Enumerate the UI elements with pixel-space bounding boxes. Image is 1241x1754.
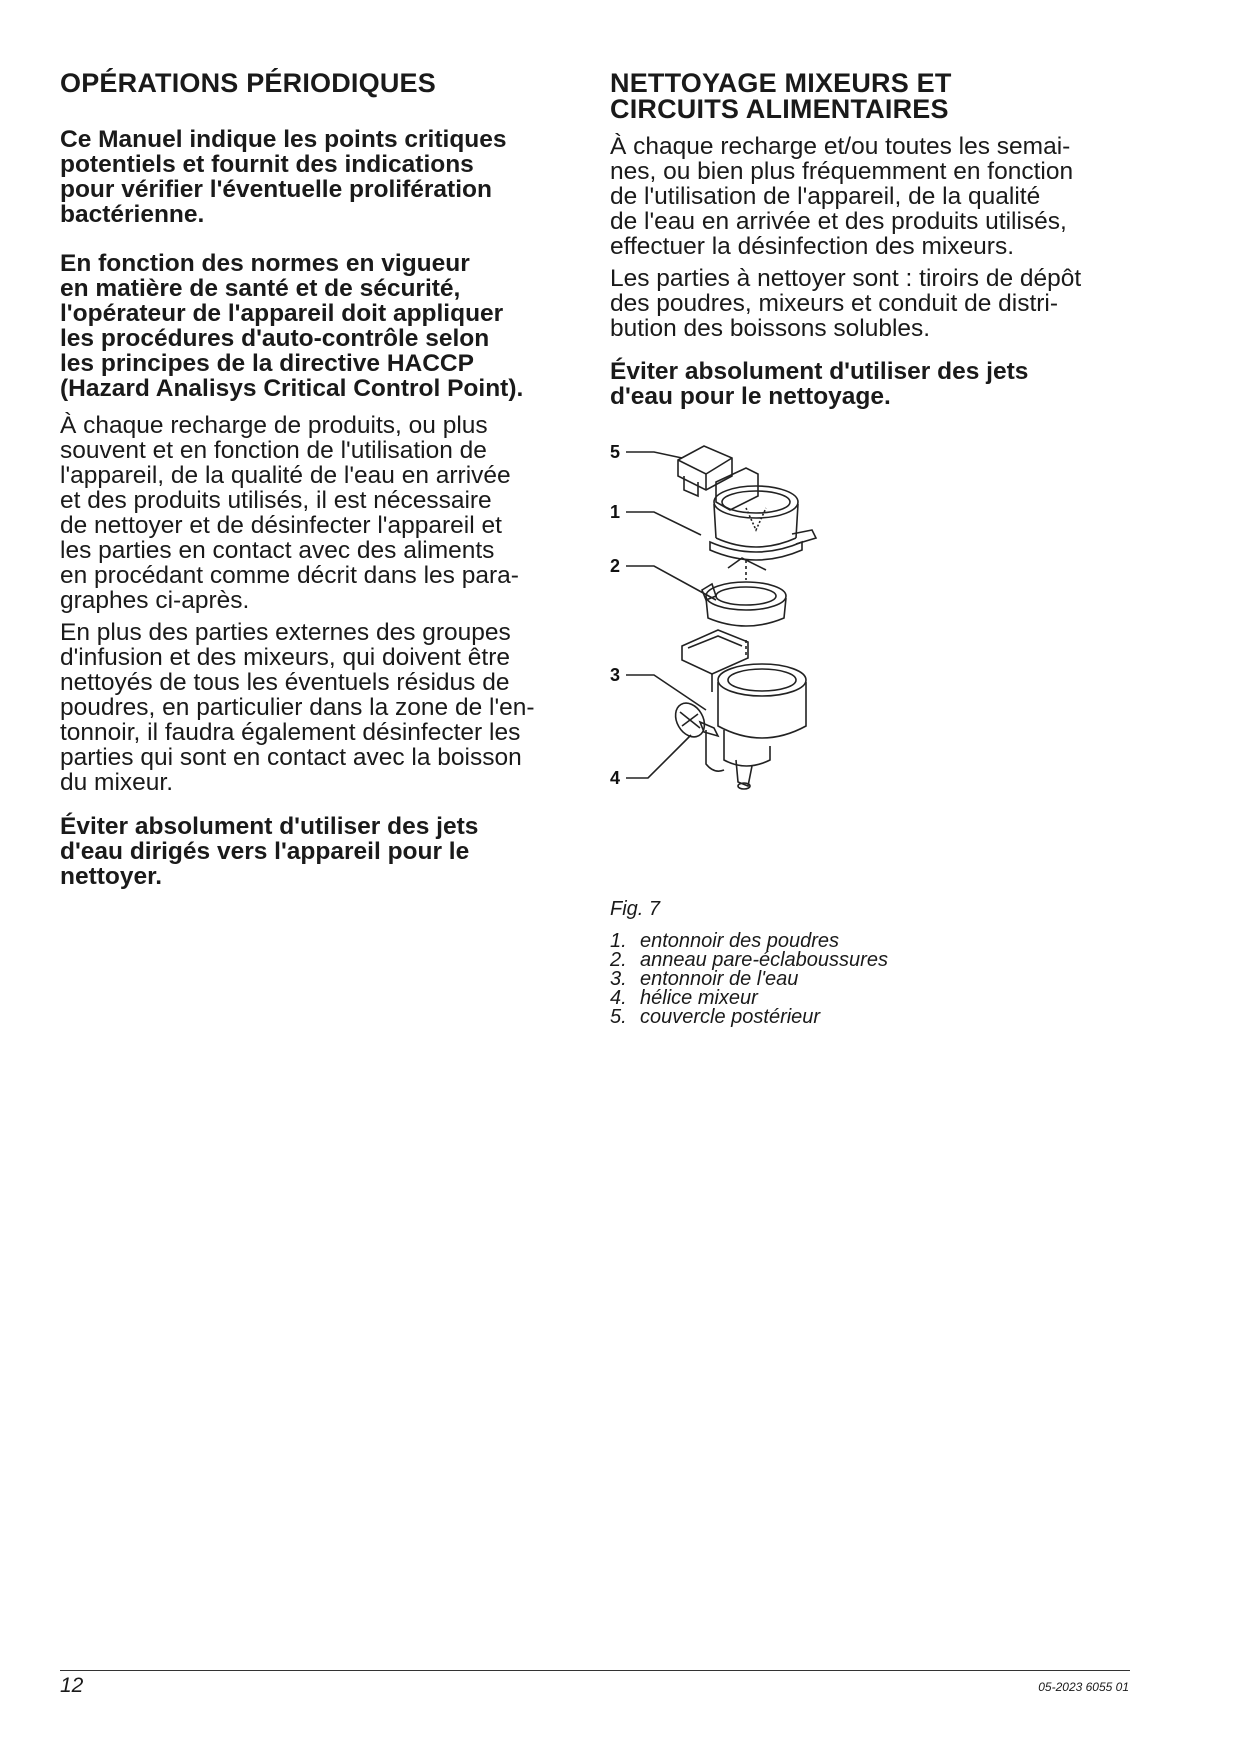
mixer-exploded-diagram [606, 430, 856, 810]
figure-legend [610, 932, 888, 1027]
text-line: En plus des parties externes des groupes [60, 619, 511, 646]
text-line: graphes ci-après. [60, 587, 250, 614]
text-line: Éviter absolument d'utiliser des jets [60, 813, 479, 840]
text-line: des poudres, mixeurs et conduit de distri- [610, 290, 1059, 317]
text-line: En fonction des normes en vigueur [60, 250, 470, 277]
text-line: À chaque recharge de produits, ou plus [60, 412, 488, 439]
text-line: nettoyés de tous les éventuels résidus de [60, 669, 510, 696]
rear-cover-shape [678, 446, 732, 490]
intro-bold-paragraph [60, 127, 580, 227]
right-section-title [610, 70, 952, 122]
text-line: les principes de la directive HACCP [60, 350, 474, 377]
left-section-title: OPÉRATIONS PÉRIODIQUES [60, 68, 436, 98]
legend-item: 3. entonnoir de l'eau [610, 968, 799, 990]
text-line: nes, ou bien plus fréquemment en fonction [610, 158, 1074, 185]
text-line: les procédures d'auto-contrôle selon [60, 325, 490, 352]
parts-to-clean-paragraph [610, 266, 1150, 341]
text-line: parties qui sont en contact avec la boisson [60, 744, 522, 771]
text-line: pour vérifier l'éventuelle prolifération [60, 176, 492, 203]
text-line: bution des boissons solubles. [610, 315, 931, 342]
splash-ring-tab [702, 584, 716, 600]
legend-item: 5. couvercle postérieur [610, 1006, 821, 1028]
text-line: effectuer la désinfection des mixeurs. [610, 233, 1015, 260]
callout-label-2: 2 [610, 556, 621, 576]
callout-line-4 [626, 735, 691, 778]
text-line: en procédant comme décrit dans les para- [60, 562, 519, 589]
legend-item: 1. entonnoir des poudres [610, 930, 840, 952]
text-line: d'eau dirigés vers l'appareil pour le [60, 838, 470, 865]
text-line: et des produits utilisés, il est nécessaire [60, 487, 492, 514]
legend-item: 2. anneau pare-éclaboussures [610, 949, 888, 971]
text-line: (Hazard Analisys Critical Control Point). [60, 375, 524, 402]
text-line: d'eau pour le nettoyage. [610, 383, 891, 410]
mixer-cleaning-paragraph [610, 134, 1150, 259]
figure-caption: Fig. 7 [610, 898, 661, 920]
text-line: de l'eau en arrivée et des produits utilisés, [610, 208, 1067, 235]
title-line: CIRCUITS ALIMENTAIRES [610, 94, 949, 124]
callout-label-5: 5 [610, 442, 621, 462]
text-line: en matière de santé et de sécurité, [60, 275, 461, 302]
text-line: Les parties à nettoyer sont : tiroirs de dépôt [610, 265, 1082, 292]
text-line: poudres, en particulier dans la zone de l'en- [60, 694, 535, 721]
text-line: nettoyer. [60, 863, 163, 890]
footer-divider [60, 1670, 1130, 1671]
text-line: bactérienne. [60, 201, 205, 228]
text-line: À chaque recharge et/ou toutes les semai- [610, 133, 1071, 160]
callout-label-1: 1 [610, 502, 621, 522]
haccp-bold-paragraph [60, 251, 600, 401]
page-number: 12 [60, 1674, 84, 1697]
callout-line-5 [626, 452, 682, 458]
text-line: potentiels et fournit des indications [60, 151, 474, 178]
legend-item: 4. hélice mixeur [610, 987, 758, 1009]
text-line: du mixeur. [60, 769, 174, 796]
text-line: tonnoir, il faudra également désinfecter les [60, 719, 521, 746]
water-jet-warning [610, 359, 1130, 409]
callout-line-2 [626, 566, 716, 600]
text-line: l'opérateur de l'appareil doit appliquer [60, 300, 504, 327]
callout-line-1 [626, 512, 701, 535]
text-line: de nettoyer et de désinfecter l'appareil et [60, 512, 502, 539]
warning-bold-paragraph [60, 814, 580, 889]
external-parts-paragraph [60, 620, 600, 795]
text-line: Éviter absolument d'utiliser des jets [610, 358, 1029, 385]
document-code: 05-2023 6055 01 [1038, 1680, 1129, 1694]
text-line: l'appareil, de la qualité de l'eau en arrivée [60, 462, 511, 489]
text-line: souvent et en fonction de l'utilisation de [60, 437, 487, 464]
cleaning-paragraph [60, 413, 600, 613]
text-line: les parties en contact avec des aliments [60, 537, 495, 564]
text-line: de l'utilisation de l'appareil, de la qualité [610, 183, 1041, 210]
callout-label-3: 3 [610, 665, 621, 685]
callout-label-4: 4 [610, 768, 621, 788]
text-line: Ce Manuel indique les points critiques [60, 126, 507, 153]
text-line: d'infusion et des mixeurs, qui doivent être [60, 644, 511, 671]
title-line: NETTOYAGE MIXEURS ET [610, 68, 952, 98]
